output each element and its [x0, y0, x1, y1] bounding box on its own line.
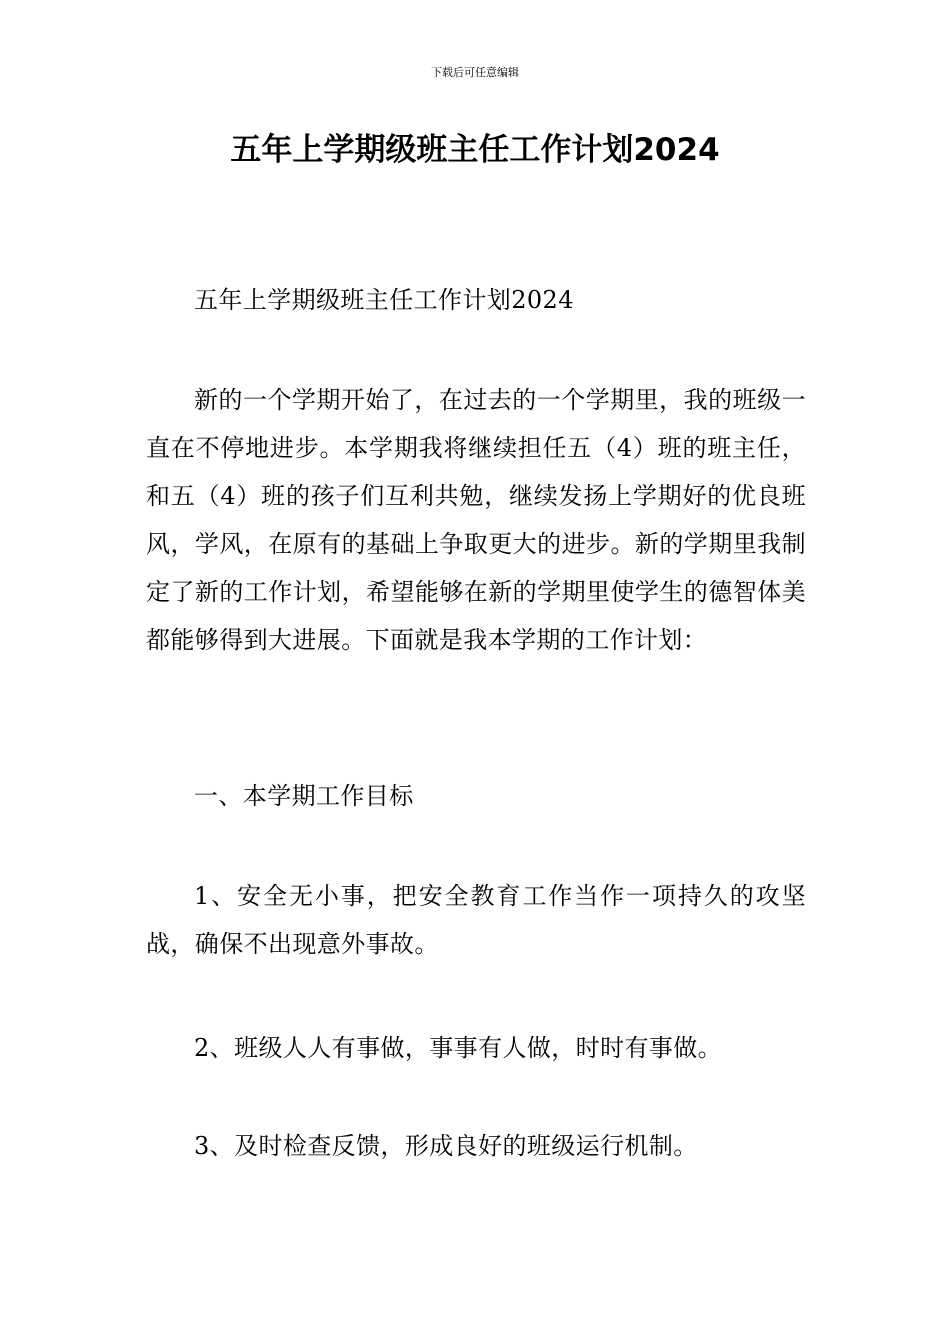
goal-item-1: 1、安全无小事，把安全教育工作当作一项持久的攻坚战，确保不出现意外事故。: [146, 882, 806, 958]
document-title: 五年上学期级班主任工作计划2024: [230, 132, 720, 168]
header-note: 下载后可任意编辑: [431, 66, 519, 79]
section-heading-goals: 一、本学期工作目标: [194, 782, 414, 810]
paragraph-subtitle: 五年上学期级班主任工作计划2024: [194, 286, 574, 314]
goal-item-3: 3、及时检查反馈，形成良好的班级运行机制。: [194, 1132, 698, 1160]
goal-item-2: 2、班级人人有事做，事事有人做，时时有事做。: [194, 1034, 723, 1062]
paragraph-intro: 新的一个学期开始了，在过去的一个学期里，我的班级一直在不停地进步。本学期我将继续担任五（4）班的班主任，和五（4）班的孩子们互利共勉，继续发扬上学期好的优良班风，学风，在原有的基础上争取更大的进步。新的学期里我制定了新的工作计划，希望能够在新的学期里使学生的德智体美都能够得到大进展。下面就是我本学期的工作计划：: [146, 386, 806, 654]
